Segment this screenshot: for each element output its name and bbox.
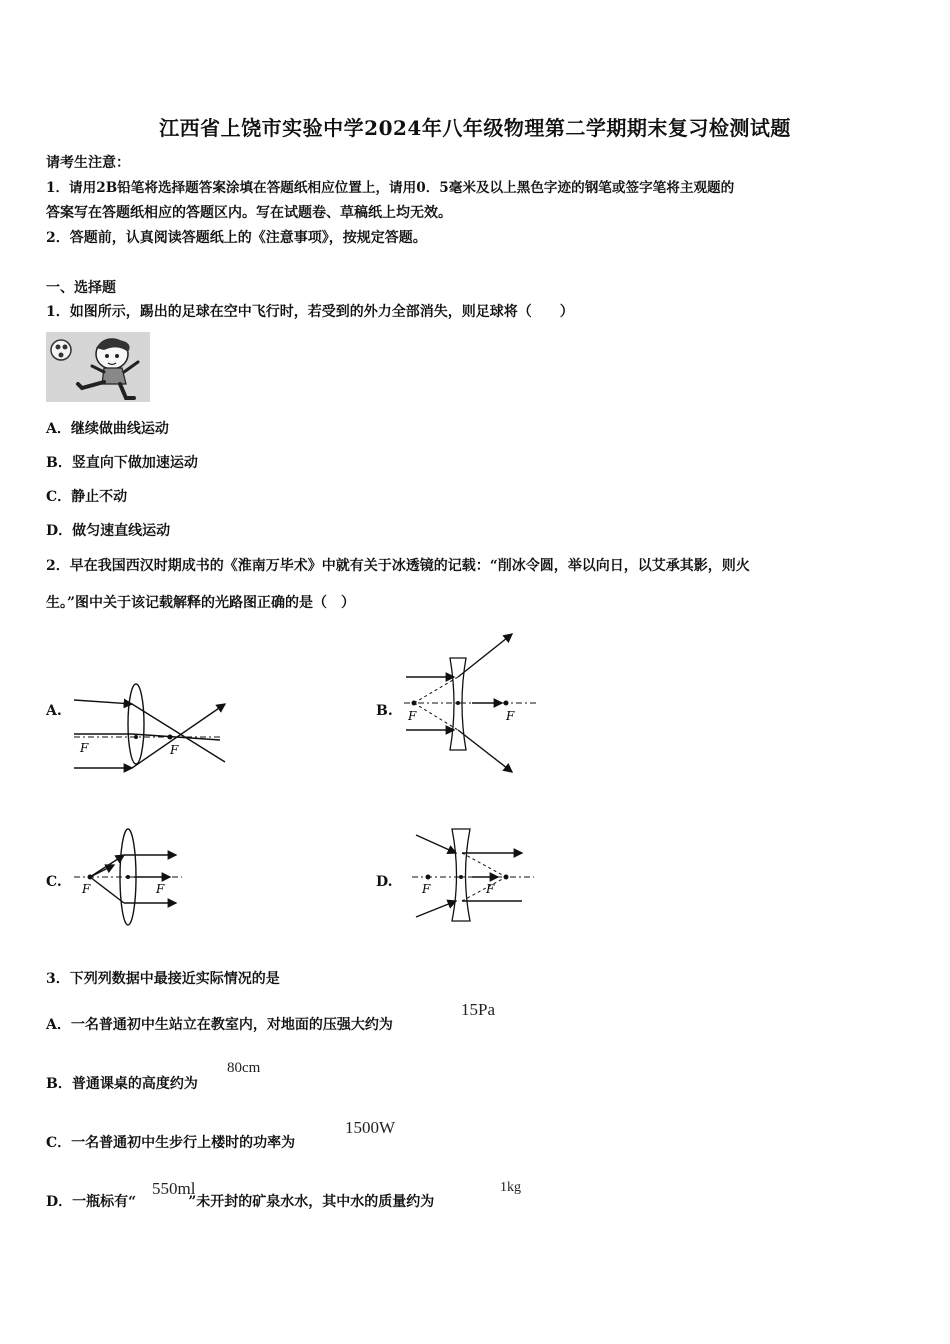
q2-label-c: C. xyxy=(46,874,62,890)
q3-option-b-value: 80cm xyxy=(227,1060,261,1076)
diagram-c-focus-right: F xyxy=(156,882,165,896)
section-heading: 一、选择题 xyxy=(46,280,116,296)
q1-option-a: A．继续做曲线运动 xyxy=(46,421,169,437)
q3-option-d-text-post: ”未开封的矿泉水水，其中水的质量约为 xyxy=(188,1194,435,1210)
q1-option-c: C．静止不动 xyxy=(46,489,128,505)
q3-option-c xyxy=(46,1134,295,1152)
football-kick-drawing xyxy=(46,332,150,402)
q1-option-d: D．做匀速直线运动 xyxy=(46,523,171,539)
q3-option-b xyxy=(46,1075,198,1093)
diagram-d-concave-to-parallel xyxy=(410,825,540,925)
diagram-d-focus-right: F xyxy=(486,882,495,896)
q2-stem-line-2: 生。”图中关于该记载解释的光路图正确的是（ ） xyxy=(46,595,356,611)
q1-stem: 1．如图所示，踢出的足球在空中飞行时，若受到的外力全部消失，则足球将（ ） xyxy=(46,304,574,320)
q3-option-b-text: B．普通课桌的高度约为 xyxy=(46,1076,198,1092)
notice-heading: 请考生注意： xyxy=(46,155,130,171)
notice-item-1-cont: 答案写在答题纸相应的答题区内。写在试题卷、草稿纸上均无效。 xyxy=(46,205,452,221)
q2-label-d: D. xyxy=(376,874,393,890)
q1-option-b: B．竖直向下做加速运动 xyxy=(46,455,198,471)
q3-option-a xyxy=(46,1016,393,1034)
diagram-a-focus-left: F xyxy=(80,741,89,755)
football-kick-image xyxy=(46,332,150,402)
diagram-d-focus-left: F xyxy=(422,882,431,896)
diagram-c-focus-left: F xyxy=(82,882,91,896)
q3-option-a-text: A．一名普通初中生站立在教室内，对地面的压强大约为 xyxy=(46,1017,393,1033)
diagram-b-concave-diverging xyxy=(402,630,542,778)
q3-option-c-text: C．一名普通初中生步行上楼时的功率为 xyxy=(46,1135,296,1151)
q3-option-d-text-pre: D．一瓶标有“ xyxy=(46,1194,137,1210)
q3-option-d-value-1: 550ml xyxy=(152,1179,196,1198)
page-title: 江西省上饶市实验中学2024年八年级物理第二学期期末复习检测试题 xyxy=(159,116,791,140)
q3-option-c-value: 1500W xyxy=(345,1118,396,1137)
notice-item-2: 2．答题前，认真阅读答题纸上的《注意事项》，按规定答题。 xyxy=(46,230,427,246)
diagram-a-convex-converging xyxy=(70,670,240,780)
diagram-b-focus-right: F xyxy=(506,709,515,723)
q2-label-b: B. xyxy=(376,703,393,719)
notice-item-1: 1．请用2B铅笔将选择题答案涂填在答题纸相应位置上，请用0．5毫米及以上黑色字迹的钢笔或签字笔将主观题的 xyxy=(46,180,735,196)
diagram-c-convex-from-focus xyxy=(70,825,190,929)
q3-option-d xyxy=(46,1193,434,1211)
q3-stem: 3．下列列数据中最接近实际情况的是 xyxy=(46,971,280,987)
q2-label-a: A. xyxy=(46,703,62,719)
q3-option-d-value-2: 1kg xyxy=(500,1180,521,1195)
q2-stem-line-1: 2．早在我国西汉时期成书的《淮南万毕术》中就有关于冰透镜的记载：“削冰令圆，举以向日，以艾承其影，则火 xyxy=(46,558,750,574)
q3-option-a-value: 15Pa xyxy=(461,1000,495,1019)
diagram-a-focus-right: F xyxy=(170,743,179,757)
diagram-b-focus-left: F xyxy=(408,709,417,723)
